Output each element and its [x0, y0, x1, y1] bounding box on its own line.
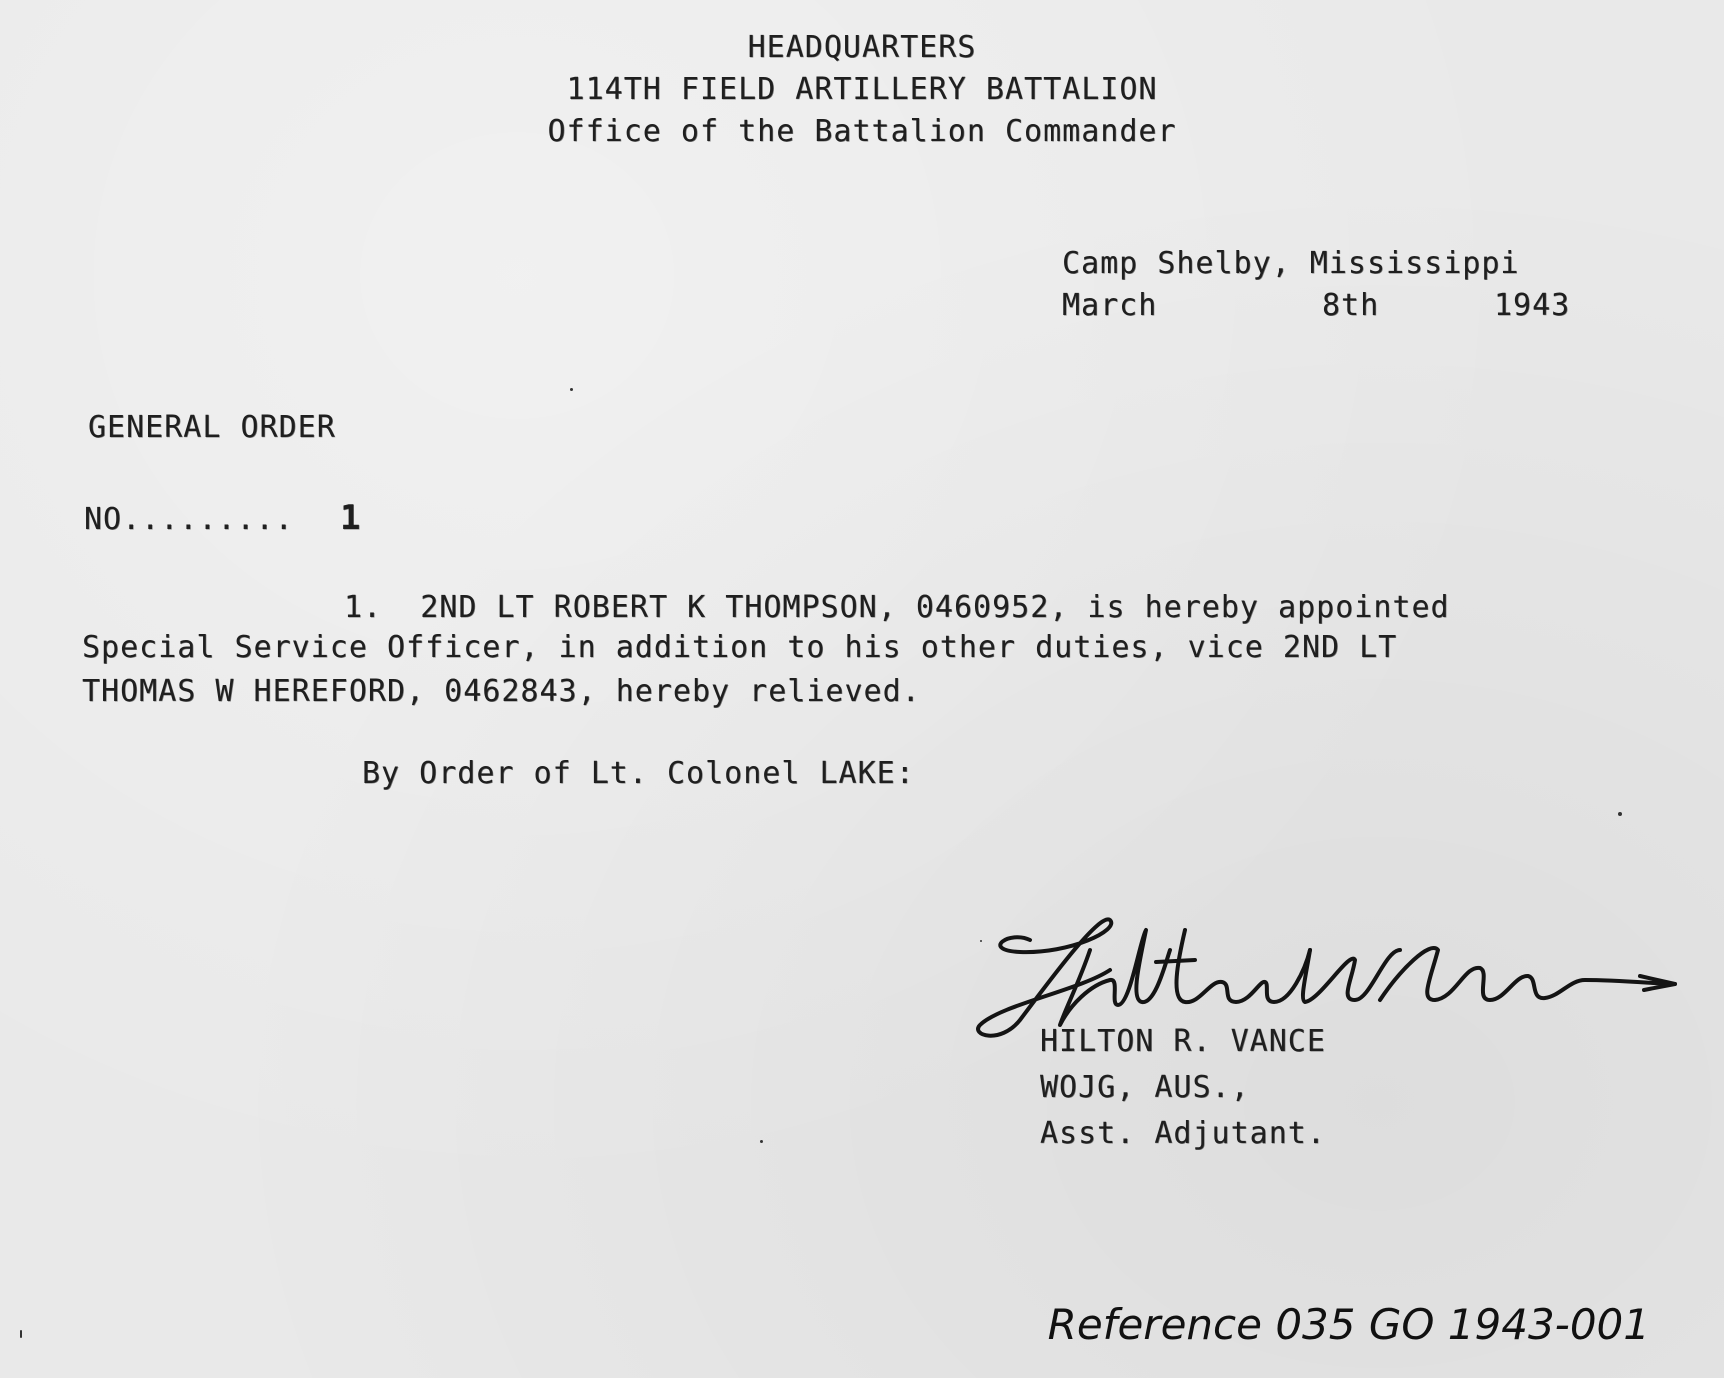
reference-caption: Reference 035 GO 1943-001 [1047, 1300, 1650, 1349]
header-headquarters: HEADQUARTERS [747, 30, 977, 65]
date-day: 8th [1322, 288, 1380, 323]
order-paragraph-line-3: THOMAS W HEREFORD, 0462843, hereby relieved. [82, 674, 921, 709]
order-paragraph-line-1: 1. 2ND LT ROBERT K THOMPSON, 0460952, is hereby appointed [344, 590, 1450, 625]
signatory-title: Asst. Adjutant. [1040, 1116, 1326, 1151]
paper-speck [20, 1330, 22, 1338]
header-office: Office of the Battalion Commander [547, 114, 1177, 149]
order-number: 1 [340, 498, 362, 538]
paper-speck [570, 388, 573, 391]
place: Camp Shelby, Mississippi [1062, 246, 1520, 281]
order-title: GENERAL ORDER [88, 410, 336, 445]
date-year: 1943 [1494, 288, 1571, 323]
by-order-line: By Order of Lt. Colonel LAKE: [362, 756, 915, 791]
header-battalion: 114TH FIELD ARTILLERY BATTALION [566, 72, 1158, 107]
order-paragraph-line-2: Special Service Officer, in addition to his other duties, vice 2ND LT [82, 630, 1398, 665]
paper-speck [760, 1140, 763, 1143]
date-month: March [1062, 288, 1158, 323]
paper-speck [1618, 812, 1622, 816]
signatory-name: HILTON R. VANCE [1040, 1024, 1326, 1059]
signatory-rank: WOJG, AUS., [1040, 1070, 1250, 1105]
order-number-label: NO......... [84, 502, 294, 537]
paper-speck [980, 940, 982, 942]
